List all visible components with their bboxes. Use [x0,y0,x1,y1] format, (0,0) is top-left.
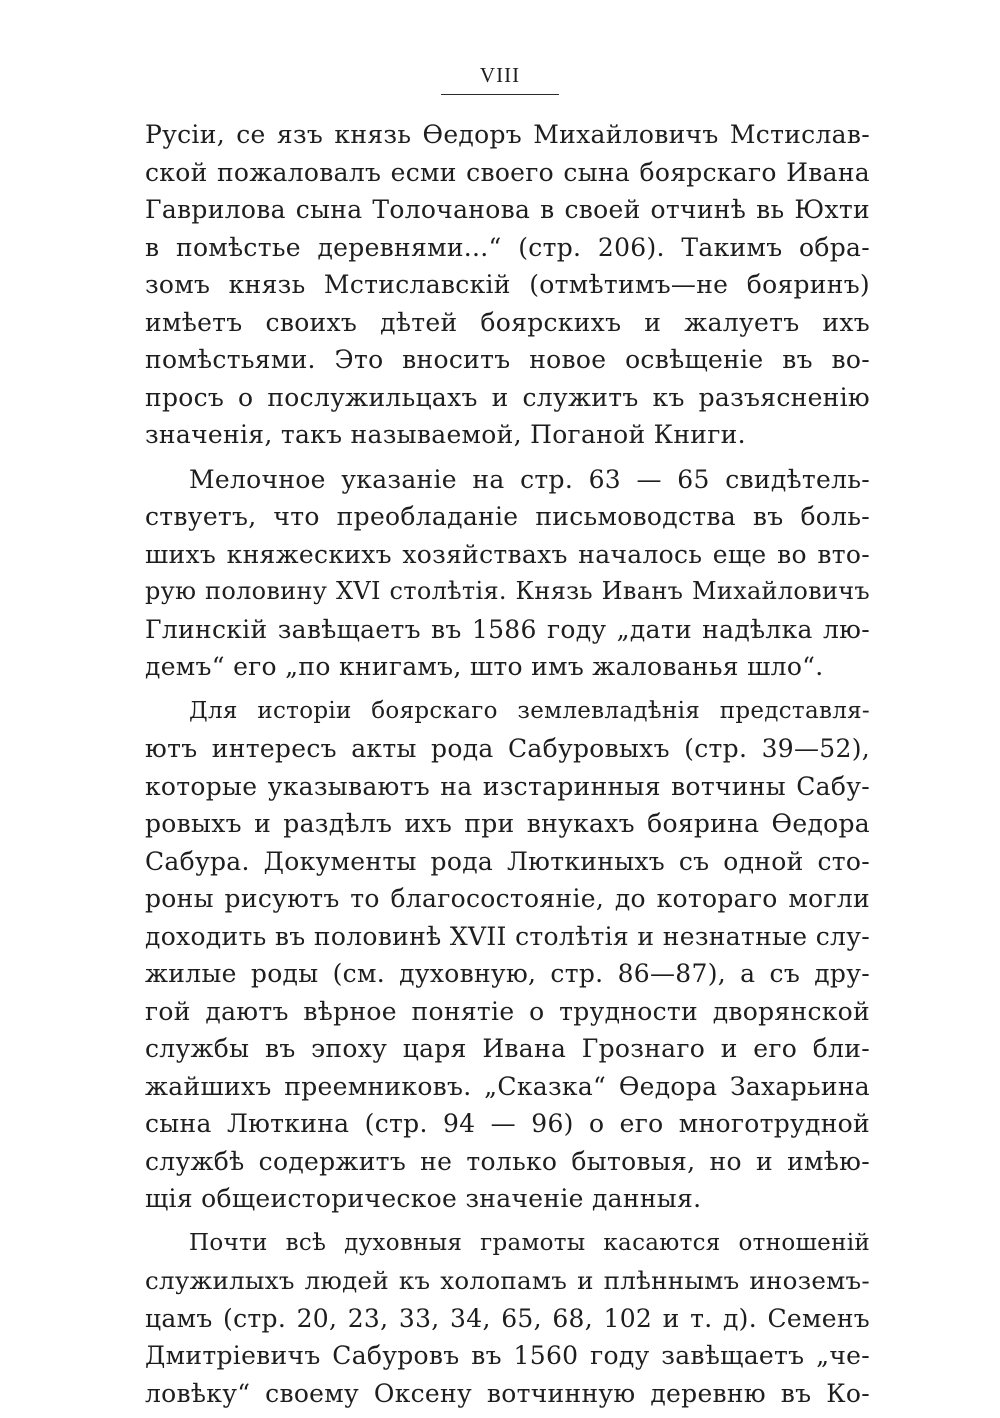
header-rule [441,94,559,95]
text-line: шихъ княжескихъ хозяйствахъ началось еще во вто- [145,539,870,569]
text-line: гой даютъ вѣрное понятіе о трудности дворянской [145,996,870,1026]
text-line: доходить въ половинѣ XVII столѣтія и незнатные слу- [145,921,870,951]
text-line: Мелочное указаніе на стр. 63 — 65 свидѣтель- [189,464,870,494]
text-line: Русіи, се язъ князь Ѳедоръ Михайловичъ Мстислав- [145,120,870,149]
body-text [145,116,870,1412]
text-line: Почти всѣ духовныя грамоты касаются отношеній [189,1229,870,1256]
text-line: Гаврилова сына Толочанова в своей отчинѣ вь Юхти [145,195,870,224]
text-line: ствуетъ, что преобладаніе письмоводства въ боль- [145,502,870,531]
text-line: демъ“ его „по книгамъ, што имъ жалованья шло“. [145,652,824,681]
text-line: роны рисуютъ то благосостояніе, до котораго могли [145,884,870,913]
text-line: Для исторіи боярскаго землевладѣнія представля- [189,697,870,724]
paragraph [145,116,870,454]
text-line: просъ о послужильцахъ и служитъ къ разъясненію [145,382,870,412]
text-line: значенія, такъ называемой, Поганой Книги. [145,420,746,449]
text-line: зомъ князь Мстиславскій (отмѣтимъ—не бояринъ) [145,270,870,299]
text-line: в помѣстье деревнями...“ (стр. 206). Такимъ обра- [145,232,870,262]
text-line: ютъ интересъ акты рода Сабуровыхъ (стр. 39—52), [145,734,870,763]
text-line: ловѣку“ своему Оксену вотчинную деревню въ Ко- [145,1378,870,1408]
page-header [0,62,1000,95]
text-line: цамъ (стр. 20, 23, 33, 34, 65, 68, 102 и т. д). Семенъ [145,1303,870,1333]
text-line: службѣ содержитъ не только бытовыя, но и имѣю- [145,1146,870,1176]
text-line: сына Люткина (стр. 94 — 96) о его многотрудной [145,1109,870,1138]
text-line: жайшихъ преемниковъ. „Сказка“ Ѳедора Захарьина [145,1071,870,1101]
text-line: ской пожаловалъ есми своего сына боярскаго Ивана [145,157,870,187]
text-line: которые указываютъ на изстаринныя вотчины Сабу- [145,771,870,801]
paragraph [145,693,870,1218]
paragraph [145,1225,870,1413]
text-line: служилыхъ людей къ холопамъ и плѣннымъ иноземъ- [145,1266,870,1295]
text-line: щія общеисторическое значеніе данныя. [145,1184,702,1213]
paragraph [145,461,870,686]
text-line: жилые роды (см. духовную, стр. 86—87), а съ дру- [145,959,870,988]
text-line: имѣетъ своихъ дѣтей боярскихъ и жалуетъ ихъ [145,307,870,337]
page-number: VIII [479,63,521,87]
text-line: Сабура. Документы рода Люткиныхъ съ одной сто- [145,846,870,876]
text-line: Глинскій завѣщаетъ въ 1586 году „дати надѣлка лю- [145,614,870,644]
text-line: помѣстьями. Это вноситъ новое освѣщеніе въ во- [145,345,870,374]
text-line: ровыхъ и раздѣлъ ихъ при внукахъ боярина Ѳедора [145,809,870,838]
text-line: Дмитріевичъ Сабуровъ въ 1560 году завѣщаетъ „че- [145,1341,870,1370]
text-line: службы въ эпоху царя Ивана Грознаго и его бли- [145,1034,870,1063]
text-line: рую половину XVI столѣтія. Князь Иванъ Михайловичъ [145,577,870,605]
